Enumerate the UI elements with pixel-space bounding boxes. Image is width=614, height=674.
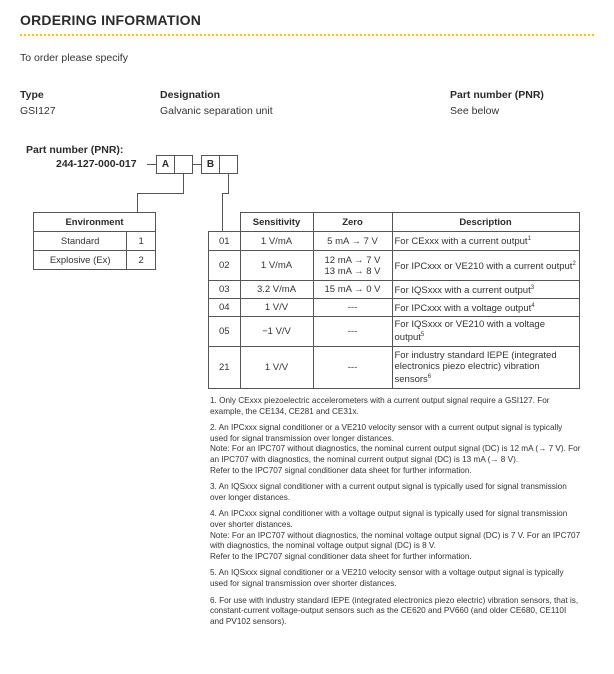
connector-b-down <box>228 174 229 194</box>
zero-value: 5 mA → 7 V <box>313 232 392 251</box>
sens-value: 1 V/V <box>240 347 313 389</box>
table-row <box>209 281 580 299</box>
pnr-box-a: A <box>156 155 175 174</box>
zero-header: Zero <box>313 213 392 232</box>
description: For IPCxxx with a voltage output$^4$ <box>392 299 579 317</box>
type-value: GSI127 <box>20 105 56 117</box>
table-row <box>209 317 580 347</box>
environment-header: Environment <box>34 213 156 232</box>
type-header: Type <box>20 89 44 101</box>
env-name: Explosive (Ex) <box>34 251 127 270</box>
pnr-box-b2 <box>219 155 238 174</box>
dotted-divider <box>20 34 594 36</box>
note-4-ref: Refer to the IPC707 signal conditioner data sheet for further information. <box>210 551 472 561</box>
sens-value: 3.2 V/mA <box>240 281 313 299</box>
designation-header: Designation <box>160 89 221 101</box>
sens-code: 05 <box>209 317 241 347</box>
pnr-box-b: B <box>201 155 220 174</box>
env-code: 1 <box>127 232 156 251</box>
note-6: 6. For use with industry standard IEPE (integrated electronics piezo electric) vibration sensors, that is, constant-current voltage-output sensors such as the CE620 and PV660 (and older CE680, CE110I and PV102 sensors). <box>210 595 579 626</box>
note-5: 5. An IQSxxx signal conditioner or a VE210 velocity sensor with a voltage output signal is typically used for signal transmission over shorter distances. <box>210 568 564 588</box>
description: For CExxx with a current output$^1$ <box>392 232 579 251</box>
note-2-detail: Note: For an IPC707 without diagnostics, the nominal current output signal (DC) is 12 mA (→ 7 V). For an IPC707 with diagnostics, the nominal current output signal (DC) is 13 mA (→ 8 V). <box>210 444 581 464</box>
intro-text: To order please specify <box>20 52 128 64</box>
sens-code: 21 <box>209 347 241 389</box>
zero-value: 12 mA → 7 V 13 mA → 8 V <box>313 251 392 281</box>
pnr-value: See below <box>450 105 500 117</box>
env-name: Standard <box>34 232 127 251</box>
zero-value: --- <box>313 347 392 389</box>
note-3: 3. An IQSxxx signal conditioner with a current output signal is typically used for signal transmission over longer distances. <box>210 482 567 502</box>
connector-a-drop <box>137 193 138 212</box>
code-header-empty <box>209 213 241 232</box>
connector-dash-a <box>147 164 156 165</box>
table-row <box>34 232 156 251</box>
sens-code: 02 <box>209 251 241 281</box>
sens-value: −1 V/V <box>240 317 313 347</box>
pnr-box-a2 <box>174 155 193 174</box>
connector-a-across <box>137 193 184 194</box>
sens-value: 1 V/V <box>240 299 313 317</box>
sens-value: 1 V/mA <box>240 232 313 251</box>
table-row <box>209 299 580 317</box>
description: For industry standard IEPE (integrated electronics piezo electric) vibration sensors$^6$ <box>392 347 579 389</box>
description: For IPCxxx or VE210 with a current output$^2$ <box>392 251 579 281</box>
description: For IQSxxx or VE210 with a voltage output$^5$ <box>392 317 579 347</box>
footnotes <box>210 396 582 633</box>
note-4-detail: Note: For an IPC707 without diagnostics, the nominal voltage output signal (DC) is 7 V. For an IPC707 with diagnostics, the nominal voltage output signal (DC) is 8 V. <box>210 530 581 551</box>
sens-code: 04 <box>209 299 241 317</box>
zero-value: --- <box>313 299 392 317</box>
pnr-header: Part number (PNR) <box>450 89 544 101</box>
table-row <box>209 232 580 251</box>
connector-dash-b <box>193 164 201 165</box>
note-2: 2. An IPCxxx signal conditioner or a VE210 velocity sensor with a current output signal is typically used for signal transmission over longer distances. <box>210 423 563 443</box>
env-code: 2 <box>127 251 156 270</box>
environment-table <box>33 212 156 270</box>
sens-code: 01 <box>209 232 241 251</box>
connector-a-down <box>183 174 184 194</box>
sensitivity-table <box>208 212 580 389</box>
zero-value: --- <box>313 317 392 347</box>
table-row <box>209 347 580 389</box>
note-4: 4. An IPCxxx signal conditioner with a voltage output signal is typically used for signal transmission over shorter distances. <box>210 509 568 529</box>
note-1: 1. Only CExxx piezoelectric accelerometers with a current output signal require a GSI127. For example, the CE134, CE281 and CE31x. <box>210 396 550 416</box>
page-title: ORDERING INFORMATION <box>20 12 202 28</box>
zero-value: 15 mA → 0 V <box>313 281 392 299</box>
sensitivity-header: Sensitivity <box>240 213 313 232</box>
pnr-label: Part number (PNR): <box>26 144 124 156</box>
pnr-code: 244-127-000-017 <box>56 158 137 170</box>
description: For IQSxxx with a current output$^3$ <box>392 281 579 299</box>
table-row <box>209 251 580 281</box>
description-header: Description <box>392 213 579 232</box>
table-row <box>34 251 156 270</box>
note-2-ref: Refer to the IPC707 signal conditioner data sheet for further information. <box>210 465 472 475</box>
sens-code: 03 <box>209 281 241 299</box>
designation-value: Galvanic separation unit <box>160 105 273 117</box>
connector-b-across <box>222 193 229 194</box>
sens-value: 1 V/mA <box>240 251 313 281</box>
